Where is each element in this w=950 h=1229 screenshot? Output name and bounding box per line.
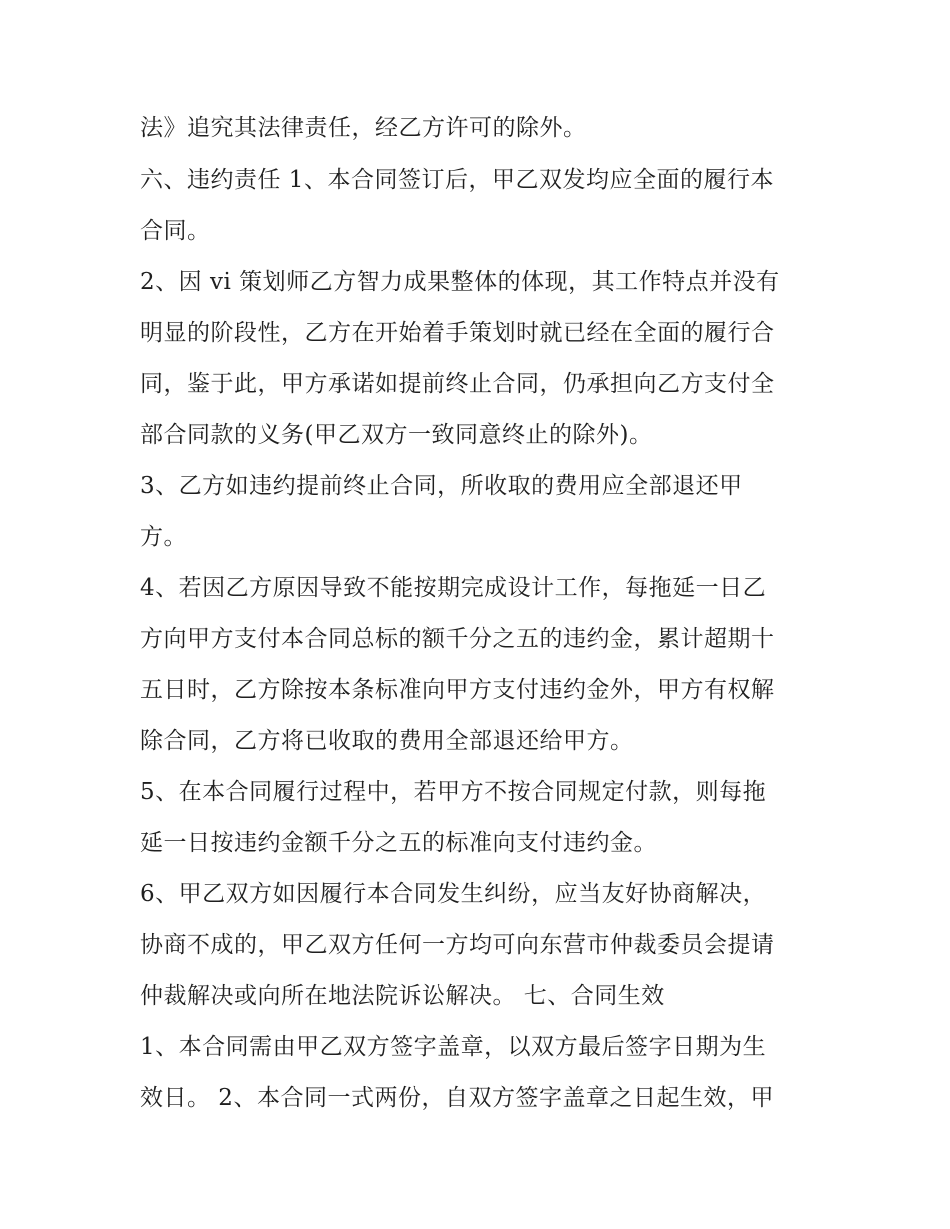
text-line: 除合同，乙方将已收取的费用全部退还给甲方。 (140, 728, 634, 754)
text-line: 法》追究其法律责任，经乙方许可的除外。 (140, 115, 587, 141)
text-line: 4、若因乙方原因导致不能按期完成设计工作，每拖延一日乙 (140, 575, 767, 601)
text-line: 效日。 2、本合同一式两份，自双方签字盖章之日起生效，甲 (140, 1085, 774, 1111)
text-line: 部合同款的义务(甲乙双方一致同意终止的除外)。 (140, 422, 653, 448)
text-line: 5、在本合同履行过程中，若甲方不按合同规定付款，则每拖 (140, 779, 767, 805)
text-line: 延一日按违约金额千分之五的标准向支付违约金。 (140, 830, 657, 856)
text-line: 同，鉴于此，甲方承诺如提前终止合同，仍承担向乙方支付全 (140, 371, 775, 397)
text-line: 方向甲方支付本合同总标的额千分之五的违约金，累计超期十 (140, 626, 775, 652)
text-line: 1、本合同需由甲乙双方签字盖章，以双方最后签字日期为生 (140, 1034, 767, 1060)
text-line: 方。 (140, 524, 187, 550)
text-line: 6、甲乙双方如因履行本合同发生纠纷，应当友好协商解决， (140, 881, 767, 907)
text-line: 3、乙方如违约提前终止合同，所收取的费用应全部退还甲 (140, 473, 743, 499)
text-line: 协商不成的，甲乙双方任何一方均可向东营市仲裁委员会提请 (140, 932, 775, 958)
text-line: 五日时，乙方除按本条标准向甲方支付违约金外，甲方有权解 (140, 677, 775, 703)
text-line: 仲裁解决或向所在地法院诉讼解决。 七、合同生效 (140, 983, 665, 1009)
text-line: 合同。 (140, 218, 211, 244)
text-line: 六、违约责任 1、本合同签订后，甲乙双发均应全面的履行本 (140, 167, 774, 193)
text-line: 明显的阶段性，乙方在开始着手策划时就已经在全面的履行合 (140, 320, 775, 346)
text-line: 2、因 vi 策划师乙方智力成果整体的体现，其工作特点并没有 (140, 269, 780, 295)
